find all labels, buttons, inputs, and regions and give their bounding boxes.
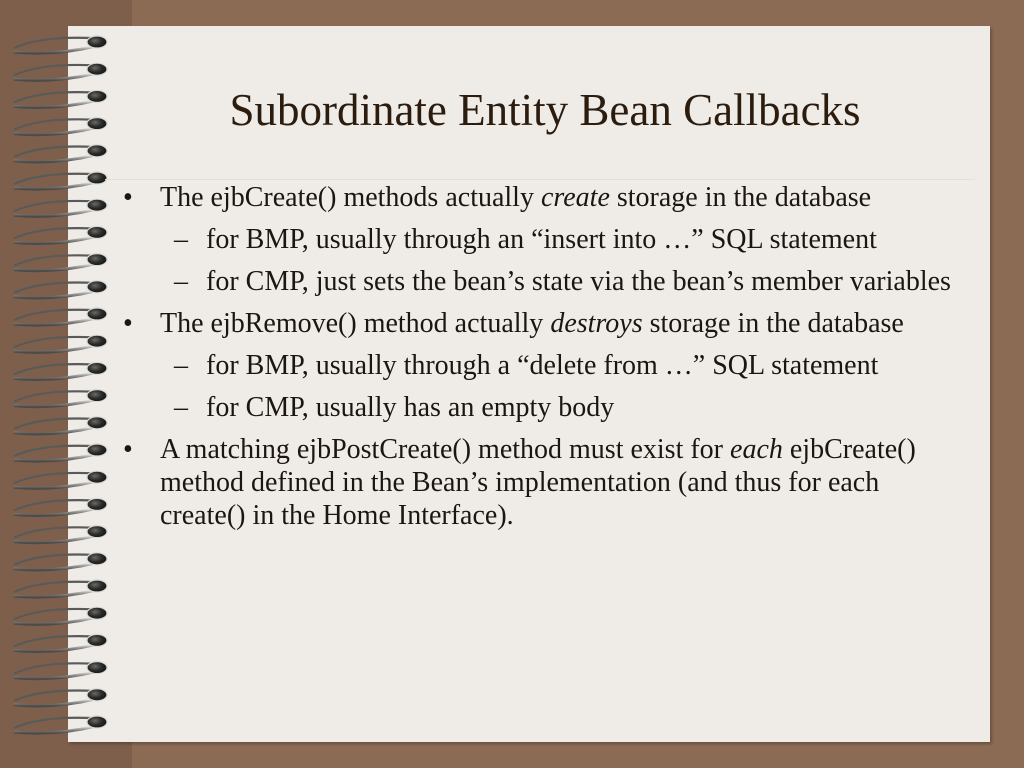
coil-loop-icon bbox=[14, 36, 107, 53]
title-divider bbox=[105, 179, 975, 180]
coil-loop-icon bbox=[14, 308, 107, 325]
sub-bullet-text: for CMP, just sets the bean’s state via the bean’s member variables bbox=[206, 266, 951, 297]
coil-loop-icon bbox=[14, 254, 107, 271]
coil-loop-icon bbox=[14, 281, 107, 298]
sub-bullet-text: for BMP, usually through an “insert into …” SQL statement bbox=[206, 224, 877, 255]
coil-loop-icon bbox=[14, 716, 107, 733]
dash-marker: – bbox=[174, 392, 188, 423]
coil-loop-icon bbox=[14, 172, 107, 189]
bullet-item bbox=[119, 307, 959, 340]
coil-loop-icon bbox=[14, 390, 107, 407]
coil-loop-icon bbox=[14, 689, 107, 706]
sub-bullet-item bbox=[119, 223, 959, 256]
coil-loop-icon bbox=[14, 526, 107, 543]
bullet-text: The ejbCreate() methods actually create storage in the database bbox=[160, 182, 872, 213]
bullet-item bbox=[119, 181, 959, 214]
dash-marker: – bbox=[174, 350, 188, 381]
dash-marker: – bbox=[174, 266, 188, 297]
coil-loop-icon bbox=[14, 362, 107, 379]
coil-loop-icon bbox=[14, 444, 107, 461]
emphasis-text: destroys bbox=[550, 308, 643, 339]
sub-bullet-item bbox=[119, 265, 959, 298]
bullet-text: The ejbRemove() method actually destroys storage in the database bbox=[160, 308, 904, 339]
bullet-marker: • bbox=[123, 182, 133, 213]
coil-loop-icon bbox=[14, 580, 107, 597]
dash-marker: – bbox=[174, 224, 188, 255]
slide-body bbox=[119, 181, 959, 541]
slide-title: Subordinate Entity Bean Callbacks bbox=[229, 85, 861, 135]
emphasis-text: create bbox=[540, 182, 610, 213]
coil-loop-icon bbox=[14, 145, 107, 162]
coil-loop-icon bbox=[14, 498, 107, 515]
coil-loop-icon bbox=[14, 226, 107, 243]
emphasis-text: each bbox=[730, 434, 783, 465]
coil-loop-icon bbox=[14, 634, 107, 651]
coil-loop-icon bbox=[14, 607, 107, 624]
bullet-text: A matching ejbPostCreate() method must exist for each ejbCreate() method defined in the Bean’s implementation (and thus for each create() in the Home Interface). bbox=[160, 434, 916, 531]
sub-bullet-item bbox=[119, 349, 959, 382]
sub-bullet-item bbox=[119, 391, 959, 424]
coil-loop-icon bbox=[14, 63, 107, 80]
coil-loop-icon bbox=[14, 662, 107, 679]
coil-loop-icon bbox=[14, 417, 107, 434]
bullet-marker: • bbox=[123, 434, 133, 465]
sub-bullet-text: for BMP, usually through a “delete from …” SQL statement bbox=[206, 350, 879, 381]
coil-loop-icon bbox=[14, 471, 107, 488]
bullet-item bbox=[119, 433, 959, 532]
coil-loop-icon bbox=[14, 335, 107, 352]
coil-loop-icon bbox=[14, 199, 107, 216]
sub-bullet-text: for CMP, usually has an empty body bbox=[206, 392, 615, 423]
bullet-marker: • bbox=[123, 308, 133, 339]
coil-loop-icon bbox=[14, 553, 107, 570]
